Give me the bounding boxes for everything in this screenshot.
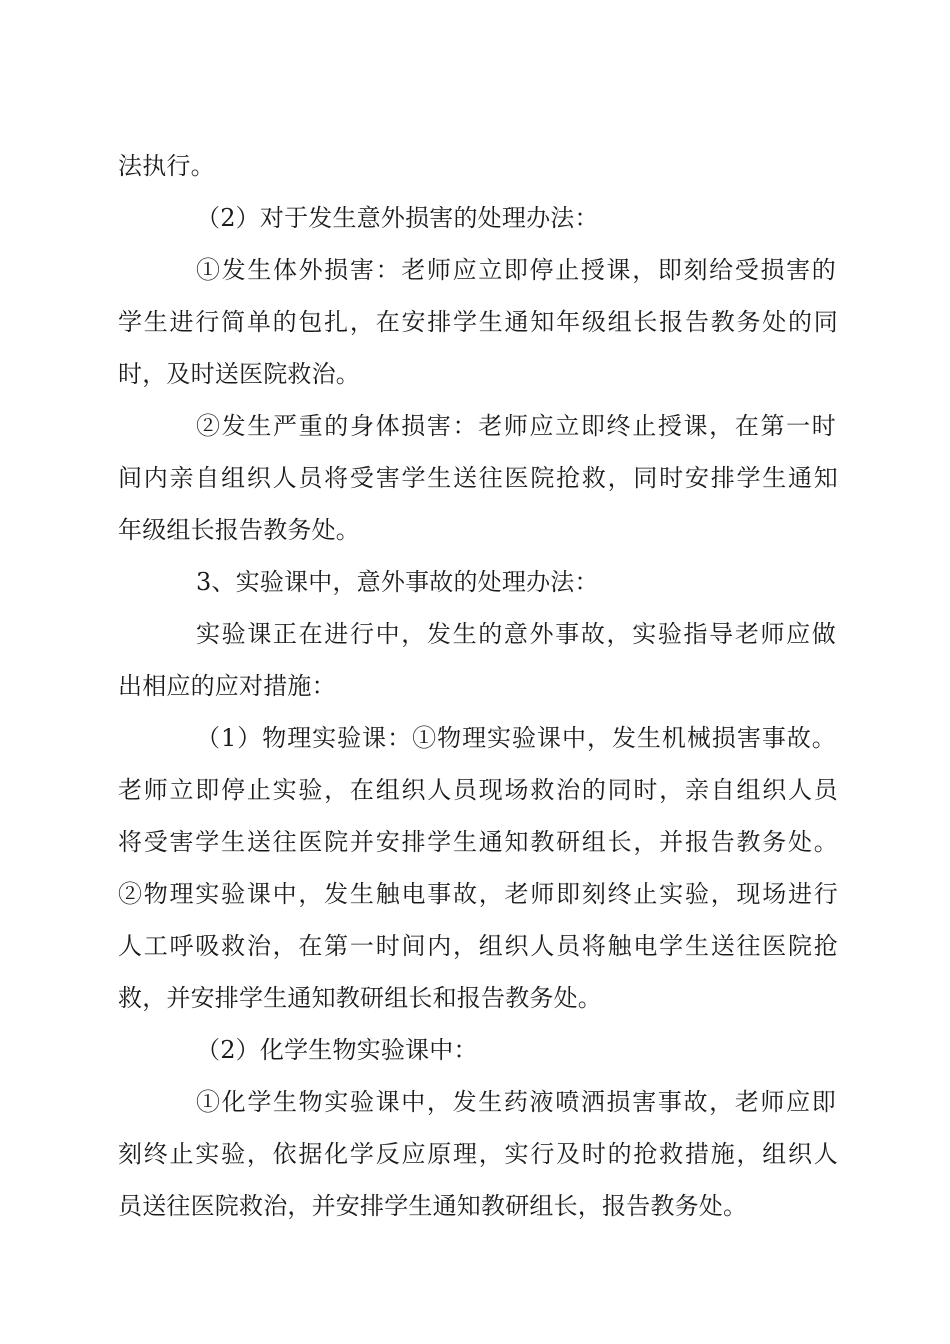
paragraph-line: 救，并安排学生通知教研组长和报告教务处。 bbox=[118, 984, 602, 1012]
paragraph-line: 将受害学生送往医院并安排学生通知教研组长，并报告教务处。 bbox=[118, 828, 838, 856]
paragraph-line: ②物理实验课中，发生触电事故，老师即刻终止实验，现场进行 bbox=[118, 880, 838, 908]
paragraph-line: 刻终止实验，依据化学反应原理，实行及时的抢救措施，组织人 bbox=[118, 1140, 838, 1168]
paragraph-line: 时，及时送医院救治。 bbox=[118, 360, 360, 388]
paragraph-line: 老师立即停止实验，在组织人员现场救治的同时，亲自组织人员 bbox=[118, 776, 838, 804]
paragraph-line: ①发生体外损害：老师应立即停止授课，即刻给受损害的 bbox=[196, 256, 836, 284]
section-heading: 3、实验课中，意外事故的处理办法： bbox=[196, 568, 599, 596]
paragraph-line: 员送往医院救治，并安排学生通知教研组长，报告教务处。 bbox=[118, 1192, 748, 1220]
paragraph-line: 年级组长报告教务处。 bbox=[118, 516, 360, 544]
paragraph-line: 法执行。 bbox=[118, 152, 215, 180]
paragraph-line: 出相应的应对措施： bbox=[118, 672, 336, 700]
paragraph-line: 实验课正在进行中，发生的意外事故，实验指导老师应做 bbox=[196, 620, 836, 648]
section-heading: （2）对于发生意外损害的处理办法： bbox=[196, 204, 599, 232]
paragraph-line: ①化学生物实验课中，发生药液喷洒损害事故，老师应即 bbox=[196, 1088, 836, 1116]
paragraph-line: 人工呼吸救治，在第一时间内，组织人员将触电学生送往医院抢 bbox=[118, 932, 838, 960]
paragraph-line: （1）物理实验课：①物理实验课中，发生机械损害事故。 bbox=[196, 724, 836, 752]
section-heading: （2）化学生物实验课中： bbox=[196, 1036, 478, 1064]
paragraph-line: 学生进行简单的包扎，在安排学生通知年级组长报告教务处的同 bbox=[118, 308, 838, 336]
paragraph-line: 间内亲自组织人员将受害学生送往医院抢救，同时安排学生通知 bbox=[118, 464, 838, 492]
paragraph-line: ②发生严重的身体损害：老师应立即终止授课，在第一时 bbox=[196, 412, 836, 440]
